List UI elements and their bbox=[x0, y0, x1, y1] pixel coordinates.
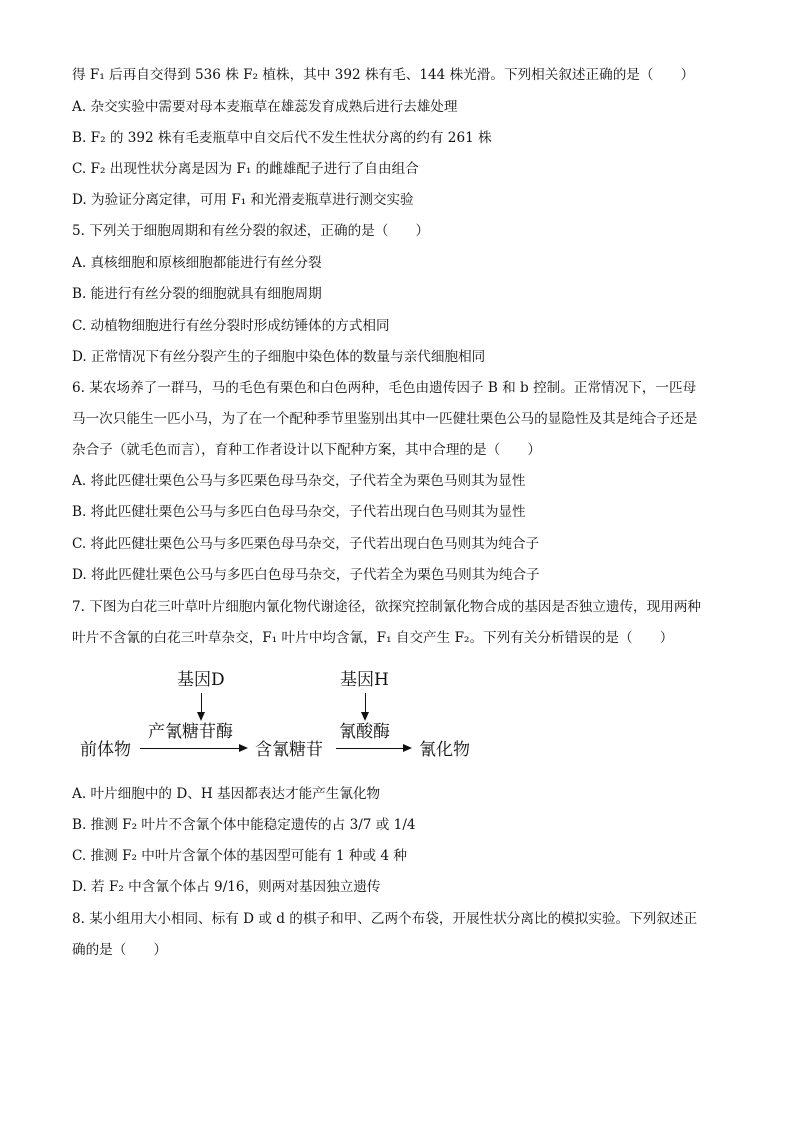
q6-option-c: C. 将此匹健壮栗色公马与多匹栗色母马杂交，子代若出现白色马则其为纯合子 bbox=[72, 536, 540, 552]
q6-stem-line-3: 杂合子（就毛色而言），育种工作者设计以下配种方案，其中合理的是（ ） bbox=[72, 442, 541, 458]
q4-stem-continued: 得 F₁ 后再自交得到 536 株 F₂ 植株，其中 392 株有毛、144 株光滑。下列相关叙述正确的是（ ） bbox=[72, 67, 695, 83]
q6-stem-line-1: 6. 某农场养了一群马，马的毛色有栗色和白色两种，毛色由遗传因子 B 和 b 控制。正常情况下，一匹母 bbox=[72, 380, 697, 396]
q7-option-b: B. 推测 F₂ 叶片不含氰个体中能稳定遗传的占 3/7 或 1/4 bbox=[72, 817, 416, 833]
gene-h-label: 基因H bbox=[340, 670, 389, 690]
gene-d-arrow bbox=[201, 693, 202, 719]
q7-stem-line-1: 7. 下图为白花三叶草叶片细胞内氰化物代谢途径，欲探究控制氰化物合成的基因是否独立遗传，现用两种 bbox=[72, 599, 702, 615]
q7-option-a: A. 叶片细胞中的 D、H 基因都表达才能产生氰化物 bbox=[72, 786, 381, 802]
q4-option-a: A. 杂交实验中需要对母本麦瓶草在雄蕊发育成熟后进行去雄处理 bbox=[72, 99, 458, 115]
q5-option-b: B. 能进行有丝分裂的细胞就具有细胞周期 bbox=[72, 286, 322, 302]
q6-option-b: B. 将此匹健壮栗色公马与多匹白色母马杂交，子代若出现白色马则其为显性 bbox=[72, 504, 526, 520]
q5-option-a: A. 真核细胞和原核细胞都能进行有丝分裂 bbox=[72, 255, 322, 271]
q6-option-d: D. 将此匹健壮栗色公马与多匹白色母马杂交，子代若全为栗色马则其为纯合子 bbox=[72, 567, 540, 583]
enzyme-1-label: 产氰糖苷酶 bbox=[148, 722, 233, 742]
q4-option-c: C. F₂ 出现性状分离是因为 F₁ 的雌雄配子进行了自由组合 bbox=[72, 161, 419, 177]
q7-stem-line-2: 叶片不含氰的白花三叶草杂交，F₁ 叶片中均含氰，F₁ 自交产生 F₂。下列有关分析错误的是（ ） bbox=[72, 630, 674, 646]
pathway-arrow-2 bbox=[336, 748, 410, 749]
q4-option-d: D. 为验证分离定律，可用 F₁ 和光滑麦瓶草进行测交实验 bbox=[72, 192, 414, 208]
product-label: 氰化物 bbox=[419, 740, 470, 760]
q7-option-d: D. 若 F₂ 中含氰个体占 9/16，则两对基因独立遗传 bbox=[72, 879, 381, 895]
precursor-label: 前体物 bbox=[80, 740, 131, 760]
q4-option-b: B. F₂ 的 392 株有毛麦瓶草中自交后代不发生性状分离的约有 261 株 bbox=[72, 130, 492, 146]
intermediate-label: 含氰糖苷 bbox=[255, 740, 323, 760]
q6-option-a: A. 将此匹健壮栗色公马与多匹栗色母马杂交，子代若全为栗色马则其为显性 bbox=[72, 473, 526, 489]
q5-option-c: C. 动植物细胞进行有丝分裂时形成纺锤体的方式相同 bbox=[72, 318, 390, 334]
cyanide-pathway-diagram bbox=[80, 662, 500, 772]
q5-stem: 5. 下列关于细胞周期和有丝分裂的叙述，正确的是（ ） bbox=[72, 223, 430, 239]
enzyme-2-label: 氰酸酶 bbox=[339, 722, 390, 742]
q5-option-d: D. 正常情况下有丝分裂产生的子细胞中染色体的数量与亲代细胞相同 bbox=[72, 349, 486, 365]
q8-stem-line-2: 确的是（ ） bbox=[72, 942, 168, 958]
q7-option-c: C. 推测 F₂ 中叶片含氰个体的基因型可能有 1 种或 4 种 bbox=[72, 848, 407, 864]
q6-stem-line-2: 马一次只能生一匹小马，为了在一个配种季节里鉴别出其中一匹健壮栗色公马的显隐性及其是纯合子还是 bbox=[72, 411, 698, 427]
q8-stem-line-1: 8. 某小组用大小相同、标有 D 或 d 的棋子和甲、乙两个布袋，开展性状分离比的模拟实验。下列叙述正 bbox=[72, 911, 698, 927]
pathway-arrow-1 bbox=[140, 748, 246, 749]
gene-d-label: 基因D bbox=[177, 670, 225, 690]
gene-h-arrow bbox=[365, 693, 366, 719]
